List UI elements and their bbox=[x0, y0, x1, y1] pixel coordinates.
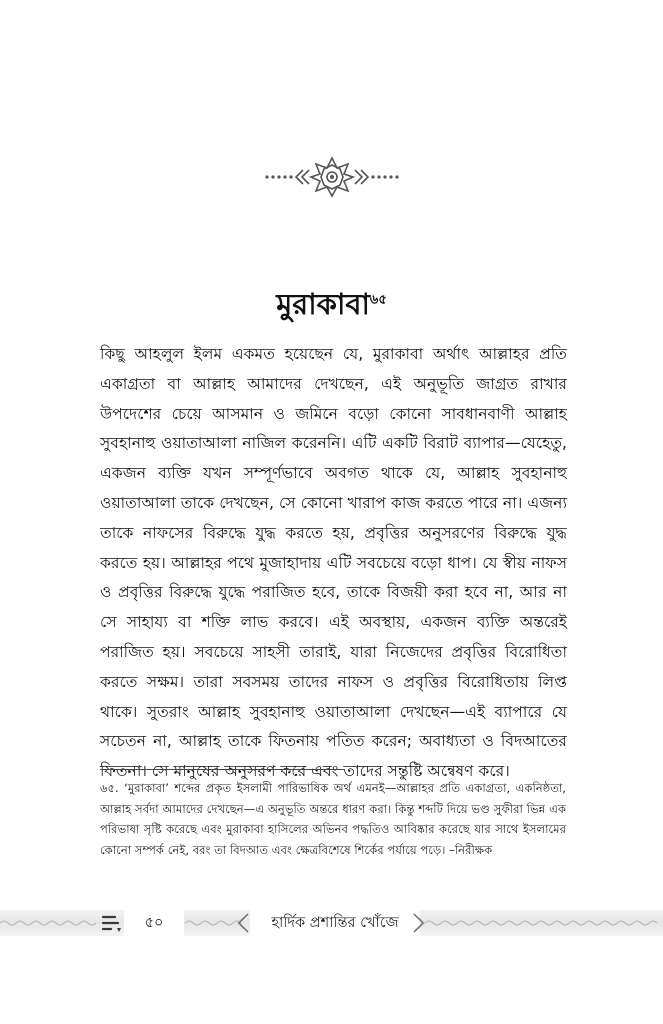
footnote-text: ৬৫. ‘মুরাকাবা’ শব্দের প্রকৃত ইসলামী পারিভাষিক অর্থ এমনই—আল্লাহর প্রতি একাগ্রতা, একনিষ্ঠতা, আল্লাহ সর্বদা আমাদের দেখছেন—এ অনুভূতি অন্তরে ধারণ করা। কিন্তু শব্দটি দিয়ে ভণ্ড সুফীরা ভিন্ন এক পরিভাষা সৃষ্টি করেছে এবং মুরাকাবা হাসিলের অভিনব পদ্ধতিও আবিষ্কার করেছে যার সাথে ইসলামের কোনো সম্পর্ক নেই, বরং তা বিদআত এবং ক্ষেত্রবিশেষে শির্কের পর্যায়ে পড়ে। –নিরীক্ষক bbox=[100, 781, 566, 857]
chapter-title bbox=[0, 282, 663, 331]
chevron-left-icon bbox=[236, 912, 250, 934]
footer-wave-left bbox=[0, 910, 98, 936]
octagram-medallion-icon bbox=[263, 154, 401, 200]
chevron-right-icon bbox=[412, 912, 426, 934]
list-lines-icon bbox=[98, 911, 124, 935]
running-title: হার্দিক প্রশান্তির খোঁজে bbox=[250, 908, 420, 938]
chapter-title-text: মুরাকাবা bbox=[276, 287, 370, 321]
body-paragraph: কিছু আহলুল ইলম একমত হয়েছেন যে, মুরাকাবা অর্থাৎ আল্লাহর প্রতি একাগ্রতা বা আল্লাহ আমাদের দেখছেন, এই অনুভূতি জাগ্রত রাখার উপদেশের চেয়ে আসমান ও জমিনে বড়ো কোনো সাবধানবাণী আল্লাহ সুবহানাহু ওয়াতাআলা নাজিল করেননি। এটি একটি বিরাট ব্যাপার—যেহেতু, একজন ব্যক্তি যখন সম্পূর্ণভাবে অবগত থাকে যে, আল্লাহ সুবহানাহু ওয়াতাআলা তাকে দেখছেন, সে কোনো খারাপ কাজ করতে পারে না। এজন্য তাকে নাফসের বিরুদ্ধে যুদ্ধ করতে হয়, প্রবৃত্তির অনুসরণের বিরুদ্ধে যুদ্ধ করতে হয়। আল্লাহর পথে মুজাহাদায় এটি সবচেয়ে বড়ো ধাপ। যে স্বীয় নাফস ও প্রবৃত্তির বিরুদ্ধে যুদ্ধে পরাজিত হবে, তাকে বিজয়ী করা হবে না, আর না সে সাহায্য বা শক্তি লাভ করবে। এই অবস্থায়, একজন ব্যক্তি অন্তরেই পরাজিত হয়। সবচেয়ে সাহসী তারাই, যারা নিজেদের প্রবৃত্তির বিরোধিতা করতে সক্ষম। তারা সবসময় তাদের নাফস ও প্রবৃত্তির বিরোধিতায় লিপ্ত থাকে। সুতরাং আল্লাহ সুবহানাহু ওয়াতাআলা দেখছেন—এই ব্যাপারে যে সচেতন না, আল্লাহ তাকে ফিতনায় পতিত করেন; অবাধ্যতা ও বিদআতের ফিতনা। সে মানুষের অনুসরণ করে এবং তাদের সন্তুষ্টি অন্বেষণ করে। bbox=[100, 345, 567, 781]
footnote-divider bbox=[100, 769, 344, 770]
footnote-marker[interactable]: ৬৫ bbox=[369, 292, 387, 308]
page-number: ৫০ bbox=[124, 908, 184, 938]
footer-wave-right bbox=[425, 910, 663, 936]
